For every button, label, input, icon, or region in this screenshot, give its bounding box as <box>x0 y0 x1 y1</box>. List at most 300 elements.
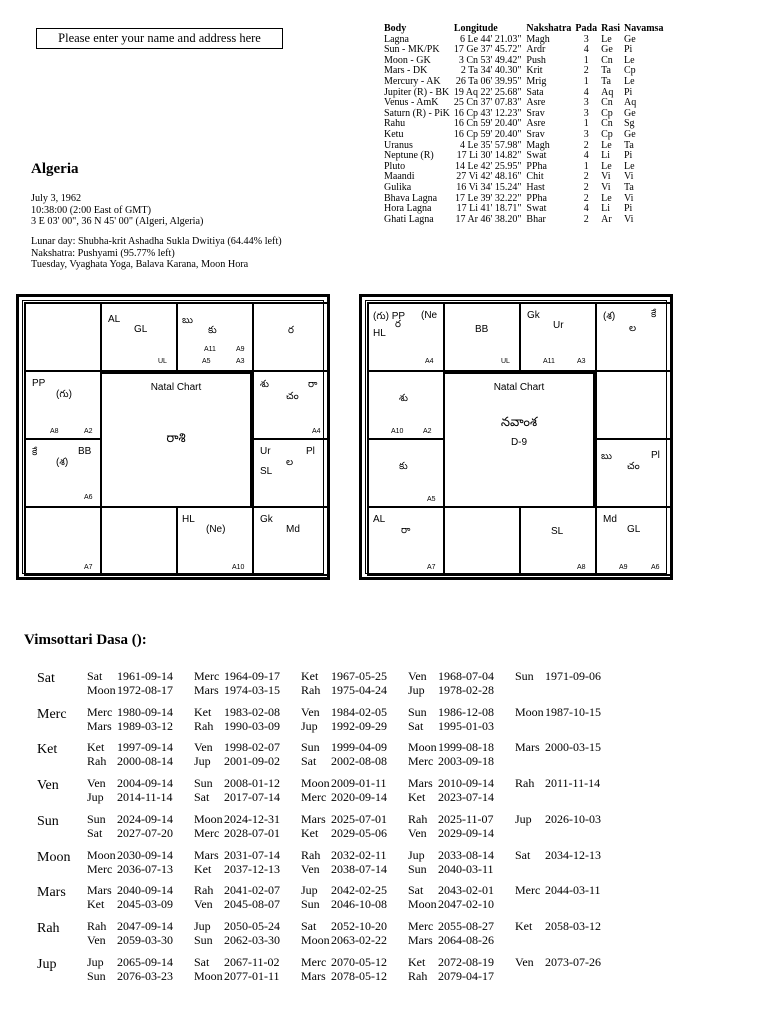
navamsa-house-item: A4 <box>425 358 434 365</box>
planet-cell: Le <box>624 54 635 66</box>
antar-dasa-entry <box>408 669 494 684</box>
planet-cell: Swat <box>526 150 547 162</box>
navamsa-chart-center <box>443 372 595 508</box>
planet-cell: Ta <box>601 65 611 77</box>
antar-dasa-date: 2000-08-14 <box>117 754 173 769</box>
planet-cell: 3 <box>583 33 589 45</box>
antar-dasa-planet: Sun <box>87 811 106 826</box>
antar-dasa-entry <box>87 790 173 805</box>
rasi-house-cell <box>252 438 330 508</box>
antar-dasa-entry <box>408 862 494 877</box>
rasi-house-item: A10 <box>232 564 245 571</box>
planet-cell: Pi <box>624 44 633 56</box>
antar-dasa-planet: Merc <box>301 954 327 969</box>
rasi-house-item: A3 <box>236 358 245 365</box>
planet-table <box>382 24 665 225</box>
planet-cell: 2 <box>583 65 589 77</box>
planet-row <box>382 130 665 141</box>
antar-dasa-planet: Sat <box>301 918 317 933</box>
navamsa-house-cell <box>519 506 597 576</box>
antar-dasa-date: 2079-04-17 <box>438 968 494 983</box>
antar-dasa-entry <box>408 754 494 769</box>
planet-cell: Swat <box>526 203 547 215</box>
antar-dasa-planet: Ket <box>194 704 212 719</box>
rasi-house-item: HL <box>182 514 195 525</box>
maha-dasa-label: Mars <box>37 885 66 901</box>
antar-dasa-date: 2067-11-02 <box>224 954 280 969</box>
planet-cell: Pi <box>624 150 633 162</box>
rasi-house-item: PP <box>32 378 46 389</box>
planet-cell: Ghati Lagna <box>384 213 434 225</box>
antar-dasa-entry <box>301 812 387 827</box>
planet-table-header-cell: Body <box>384 23 407 34</box>
planet-cell: Gulika <box>384 181 412 193</box>
planet-cell: Vi <box>624 213 634 225</box>
rasi-house-item: A11 <box>204 346 216 353</box>
antar-dasa-entry <box>515 883 601 898</box>
rasi-house-item: A4 <box>312 428 321 435</box>
navamsa-house-item: A8 <box>577 564 586 571</box>
planet-table-header-cell: Nakshatra <box>526 23 572 34</box>
antar-dasa-planet: Moon <box>515 704 544 719</box>
antar-dasa-planet: Sat <box>194 954 210 969</box>
planet-cell: 2 <box>583 192 589 204</box>
antar-dasa-date: 2025-11-07 <box>438 811 494 826</box>
planet-cell: Le <box>601 139 612 151</box>
antar-dasa-planet: Merc <box>515 883 541 898</box>
maha-dasa-label: Sat <box>37 671 55 686</box>
rasi-house-item: A5 <box>202 358 211 365</box>
antar-dasa-date: 2044-03-11 <box>545 883 601 898</box>
antar-dasa-date: 2065-09-14 <box>117 954 173 969</box>
antar-dasa-planet: Rah <box>87 754 107 769</box>
antar-dasa-entry <box>515 669 601 684</box>
planet-cell: Cp <box>601 128 613 140</box>
antar-dasa-date: 2055-08-27 <box>438 918 494 933</box>
rasi-house-item: రా <box>308 379 318 390</box>
planet-cell: Le <box>601 33 612 45</box>
rasi-chart-center <box>100 372 252 508</box>
antar-dasa-planet: Jup <box>408 683 425 697</box>
antar-dasa-entry <box>87 812 173 827</box>
planet-row <box>382 77 665 88</box>
antar-dasa-planet: Rah <box>515 776 535 791</box>
antar-dasa-date: 2014-11-14 <box>117 790 173 805</box>
planet-cell: PPha <box>526 160 547 172</box>
planet-cell: 3 Cn 53' 49.42" <box>458 54 522 66</box>
planet-cell: 2 <box>583 171 589 183</box>
antar-dasa-planet: Mars <box>194 683 219 697</box>
planet-cell: 17 Li 41' 18.71" <box>456 203 522 215</box>
antar-dasa-planet: Merc <box>87 704 113 719</box>
antar-dasa-date: 2025-07-01 <box>331 811 387 826</box>
antar-dasa-date: 1986-12-08 <box>438 704 494 719</box>
planet-cell: Cp <box>624 65 636 77</box>
navamsa-house-item: GL <box>627 524 641 535</box>
rasi-house-item: (గు) <box>56 389 72 400</box>
antar-dasa-planet: Moon <box>87 847 116 862</box>
antar-dasa-entry <box>194 862 280 877</box>
planet-cell: Push <box>526 54 546 66</box>
antar-dasa-entry <box>408 826 494 841</box>
antar-dasa-entry <box>408 812 494 827</box>
antar-dasa-entry <box>194 754 280 769</box>
planet-cell: 26 Ta 06' 39.95" <box>455 75 522 87</box>
planet-cell: Krit <box>526 65 543 77</box>
antar-dasa-planet: Sun <box>408 704 427 719</box>
antar-dasa-planet: Rah <box>301 847 321 862</box>
planet-cell: PPha <box>526 192 547 204</box>
rasi-house-cell <box>24 370 102 440</box>
antar-dasa-date: 2020-09-14 <box>331 790 387 805</box>
navamsa-house-cell <box>443 506 521 576</box>
antar-dasa-entry <box>301 848 387 863</box>
planet-cell: Aq <box>601 86 614 98</box>
navamsa-house-item: Pl <box>651 450 660 461</box>
lunar-day: Lunar day: Shubha-krit Ashadha Sukla Dwitiya (64.44% left) <box>31 236 282 247</box>
maha-dasa-label: Rah <box>37 920 60 936</box>
navamsa-house-item: A6 <box>651 564 660 571</box>
antar-dasa-date: 1964-09-17 <box>224 669 280 683</box>
antar-dasa-planet: Sun <box>301 740 320 755</box>
antar-dasa-planet: Merc <box>408 754 434 769</box>
planet-row <box>382 172 665 183</box>
antar-dasa-planet: Rah <box>301 683 321 697</box>
planet-table-header-cell: Navamsa <box>624 23 664 34</box>
planet-table-header <box>382 24 665 35</box>
planet-cell: Saturn (R) - PiK <box>384 107 450 119</box>
planet-cell: Sun - MK/PK <box>384 44 440 56</box>
antar-dasa-planet: Ven <box>408 825 427 840</box>
antar-dasa-entry <box>408 683 494 698</box>
antar-dasa-entry <box>194 683 280 698</box>
antar-dasa-date: 2034-12-13 <box>545 847 601 862</box>
antar-dasa-planet: Ket <box>87 897 105 912</box>
antar-dasa-planet: Moon <box>408 740 437 755</box>
antar-dasa-date: 2045-03-09 <box>117 897 173 912</box>
rasi-house-cell <box>24 302 102 372</box>
antar-dasa-planet: Ven <box>194 897 213 912</box>
place-title: Algeria <box>31 161 79 177</box>
antar-dasa-date: 2076-03-23 <box>117 968 173 983</box>
antar-dasa-planet: Moon <box>194 968 223 983</box>
planet-cell: 4 Le 35' 57.98" <box>459 139 522 151</box>
antar-dasa-planet: Jup <box>194 754 211 769</box>
antar-dasa-entry <box>194 919 280 934</box>
planet-cell: Asre <box>526 118 546 130</box>
antar-dasa-date: 1975-04-24 <box>331 683 387 697</box>
planet-cell: Mercury - AK <box>384 75 441 87</box>
planet-cell: Vi <box>601 181 611 193</box>
planet-cell: Le <box>601 160 612 172</box>
antar-dasa-date: 1995-01-03 <box>438 718 494 733</box>
antar-dasa-date: 1983-02-08 <box>224 704 280 719</box>
antar-dasa-date: 2027-07-20 <box>117 825 173 840</box>
planet-cell: 17 Li 30' 14.82" <box>456 150 522 162</box>
antar-dasa-entry <box>87 683 173 698</box>
antar-dasa-date: 2008-01-12 <box>224 776 280 791</box>
antar-dasa-entry <box>301 683 387 698</box>
antar-dasa-planet: Sat <box>87 669 103 683</box>
navamsa-house-item: A9 <box>619 564 628 571</box>
planet-cell: Rahu <box>384 118 406 130</box>
antar-dasa-date: 2011-11-14 <box>545 776 601 791</box>
antar-dasa-date: 2073-07-26 <box>545 954 601 969</box>
planet-cell: Ta <box>624 181 634 193</box>
antar-dasa-date: 2077-01-11 <box>224 968 280 983</box>
birth-time: 10:38:00 (2:00 East of GMT) <box>31 204 151 216</box>
antar-dasa-entry <box>87 754 173 769</box>
antar-dasa-entry <box>301 790 387 805</box>
rasi-house-item: (Ne) <box>206 524 226 535</box>
navamsa-house-item: A2 <box>423 428 432 435</box>
antar-dasa-entry <box>408 955 494 970</box>
planet-cell: Li <box>601 203 610 215</box>
planet-cell: Ardr <box>526 44 546 56</box>
antar-dasa-date: 2009-01-11 <box>331 776 387 791</box>
planet-cell: Vi <box>601 171 611 183</box>
planet-cell: Srav <box>526 107 545 119</box>
antar-dasa-planet: Sun <box>408 861 427 876</box>
planet-cell: Li <box>601 150 610 162</box>
planet-cell: 1 <box>583 54 589 66</box>
rasi-house-item: Gk <box>260 514 273 525</box>
rasi-house-cell <box>24 438 102 508</box>
antar-dasa-planet: Rah <box>87 918 107 933</box>
rasi-house-item: SL <box>260 466 273 477</box>
planet-cell: 6 Le 44' 21.03" <box>459 33 522 45</box>
antar-dasa-entry <box>408 790 494 805</box>
antar-dasa-entry <box>87 776 173 791</box>
navamsa-house-item: A5 <box>427 496 436 503</box>
navamsa-house-cell <box>595 506 673 576</box>
planet-cell: 4 <box>583 203 589 215</box>
antar-dasa-planet: Rah <box>408 811 428 826</box>
navamsa-house-cell <box>443 302 521 372</box>
maha-dasa-label: Sun <box>37 813 59 829</box>
antar-dasa-entry <box>194 790 280 805</box>
planet-cell: Cp <box>601 107 613 119</box>
planet-cell: Jupiter (R) - BK <box>384 86 450 98</box>
planet-cell: Vi <box>624 192 634 204</box>
planet-cell: 16 Vi 34' 15.24" <box>456 181 522 193</box>
antar-dasa-date: 2058-03-12 <box>545 918 601 933</box>
planet-cell: 17 Le 39' 32.22" <box>454 192 522 204</box>
antar-dasa-planet: Moon <box>194 811 223 826</box>
planet-cell: Bhar <box>526 213 546 225</box>
maha-dasa-label: Jup <box>37 956 57 972</box>
antar-dasa-planet: Mars <box>515 740 540 755</box>
planet-row <box>382 119 665 130</box>
antar-dasa-planet: Sun <box>194 932 213 947</box>
antar-dasa-entry <box>408 933 494 948</box>
antar-dasa-entry <box>194 933 280 948</box>
antar-dasa-planet: Mars <box>301 968 326 983</box>
planet-cell: 3 <box>583 128 589 140</box>
antar-dasa-entry <box>194 969 280 984</box>
antar-dasa-planet: Moon <box>408 897 437 912</box>
navamsa-house-cell <box>367 302 445 372</box>
antar-dasa-planet: Ket <box>87 740 105 755</box>
navamsa-house-item: (శ) <box>603 311 616 322</box>
antar-dasa-planet: Moon <box>87 683 116 697</box>
planet-cell: Ketu <box>384 128 404 140</box>
rasi-house-item: Pl <box>306 446 315 457</box>
navamsa-house-item: SL <box>551 526 564 537</box>
antar-dasa-planet: Ven <box>87 776 106 791</box>
planet-cell: Moon - GK <box>384 54 431 66</box>
antar-dasa-entry <box>87 883 173 898</box>
antar-dasa-entry <box>87 897 173 912</box>
navamsa-house-item: A10 <box>391 428 404 435</box>
antar-dasa-entry <box>301 754 387 769</box>
planet-row <box>382 151 665 162</box>
navamsa-house-cell <box>519 302 597 372</box>
antar-dasa-date: 1998-02-07 <box>224 740 280 755</box>
antar-dasa-planet: Ket <box>408 954 426 969</box>
rasi-house-item: ల <box>286 457 294 468</box>
antar-dasa-planet: Jup <box>301 718 318 733</box>
antar-dasa-planet: Moon <box>301 776 330 791</box>
rasi-house-item: GL <box>134 324 148 335</box>
planet-cell: 25 Cn 37' 07.83" <box>453 97 522 109</box>
planet-cell: Aq <box>624 97 637 109</box>
antar-dasa-date: 1999-04-09 <box>331 740 387 755</box>
antar-dasa-planet: Ket <box>301 825 319 840</box>
antar-dasa-entry <box>408 776 494 791</box>
antar-dasa-date: 2040-03-11 <box>438 861 494 876</box>
antar-dasa-entry <box>87 740 173 755</box>
planet-cell: Vi <box>624 171 634 183</box>
antar-dasa-date: 2072-08-19 <box>438 954 494 969</box>
maha-dasa-label: Merc <box>37 706 67 722</box>
rasi-house-cell <box>252 370 330 440</box>
navamsa-chart-subtitle: D-9 <box>510 437 528 448</box>
planet-cell: Magh <box>526 33 550 45</box>
antar-dasa-entry <box>87 933 173 948</box>
antar-dasa-entry <box>87 848 173 863</box>
rasi-house-cell <box>176 506 254 576</box>
antar-dasa-entry <box>301 897 387 912</box>
antar-dasa-date: 2036-07-13 <box>117 861 173 876</box>
antar-dasa-date: 2031-07-14 <box>224 847 280 862</box>
antar-dasa-entry <box>301 883 387 898</box>
antar-dasa-entry <box>301 933 387 948</box>
antar-dasa-date: 2046-10-08 <box>331 897 387 912</box>
antar-dasa-date: 1989-03-12 <box>117 718 173 733</box>
planet-cell: Maandi <box>384 171 415 183</box>
antar-dasa-date: 2029-09-14 <box>438 825 494 840</box>
planet-cell: 3 <box>583 107 589 119</box>
antar-dasa-date: 2063-02-22 <box>331 932 387 947</box>
planet-cell: 16 Cp 43' 12.23" <box>453 107 522 119</box>
antar-dasa-date: 2026-10-03 <box>545 811 601 826</box>
planet-cell: Ta <box>624 139 634 151</box>
navamsa-house-item: A3 <box>577 358 586 365</box>
antar-dasa-date: 2029-05-06 <box>331 825 387 840</box>
rasi-house-cell <box>252 302 330 372</box>
rasi-house-item: A6 <box>84 494 93 501</box>
navamsa-house-item: కు <box>399 461 408 472</box>
antar-dasa-entry <box>408 883 494 898</box>
planet-cell: Ta <box>601 75 611 87</box>
navamsa-house-item: UL <box>501 358 510 365</box>
antar-dasa-entry <box>87 969 173 984</box>
antar-dasa-entry <box>87 669 173 684</box>
antar-dasa-date: 2037-12-13 <box>224 861 280 876</box>
navamsa-house-cell <box>595 438 673 508</box>
antar-dasa-date: 1972-08-17 <box>117 683 173 697</box>
antar-dasa-date: 2042-02-25 <box>331 883 387 898</box>
planet-cell: 2 <box>583 213 589 225</box>
antar-dasa-date: 2040-09-14 <box>117 883 173 898</box>
planet-table-header-cell: Longitude <box>453 23 498 34</box>
antar-dasa-date: 2038-07-14 <box>331 861 387 876</box>
navamsa-house-cell <box>367 506 445 576</box>
antar-dasa-entry <box>408 897 494 912</box>
antar-dasa-entry <box>408 705 494 720</box>
antar-dasa-date: 1968-07-04 <box>438 669 494 683</box>
antar-dasa-date: 2047-09-14 <box>117 918 173 933</box>
antar-dasa-planet: Jup <box>194 918 211 933</box>
navamsa-house-item: (గు) PP <box>373 311 406 322</box>
antar-dasa-entry <box>301 955 387 970</box>
navamsa-house-item: రా <box>401 525 411 536</box>
antar-dasa-entry <box>87 955 173 970</box>
planet-table-header-cell: Rasi <box>601 23 620 34</box>
antar-dasa-planet: Jup <box>515 811 532 826</box>
antar-dasa-entry <box>408 740 494 755</box>
antar-dasa-entry <box>87 705 173 720</box>
rasi-house-cell <box>176 302 254 372</box>
name-address-box[interactable]: Please enter your name and address here <box>36 28 283 49</box>
antar-dasa-date: 1990-03-09 <box>224 718 280 733</box>
antar-dasa-entry <box>194 812 280 827</box>
antar-dasa-date: 2028-07-01 <box>224 825 280 840</box>
rasi-house-item: A9 <box>236 346 245 353</box>
antar-dasa-date: 2062-03-30 <box>224 932 280 947</box>
antar-dasa-date: 2001-09-02 <box>224 754 280 769</box>
antar-dasa-planet: Ven <box>408 669 427 683</box>
antar-dasa-planet: Mars <box>408 932 433 947</box>
rasi-house-item: A8 <box>50 428 59 435</box>
planet-cell: Hast <box>526 181 545 193</box>
planet-row <box>382 183 665 194</box>
planet-cell: Le <box>601 192 612 204</box>
antar-dasa-planet: Merc <box>301 790 327 805</box>
planet-cell: 2 <box>583 139 589 151</box>
antar-dasa-planet: Rah <box>408 968 428 983</box>
nakshatra: Nakshatra: Pushyami (95.77% left) <box>31 247 175 259</box>
planet-cell: Asre <box>526 97 546 109</box>
navamsa-house-item: ర <box>395 319 401 330</box>
maha-dasa-label: Ven <box>37 778 59 794</box>
antar-dasa-entry <box>194 776 280 791</box>
planet-cell: Ge <box>624 33 636 45</box>
antar-dasa-planet: Ket <box>515 918 533 933</box>
antar-dasa-entry <box>301 826 387 841</box>
antar-dasa-date: 2024-12-31 <box>224 811 280 826</box>
antar-dasa-date: 1961-09-14 <box>117 669 173 683</box>
planet-cell: 27 Vi 42' 48.16" <box>456 171 522 183</box>
antar-dasa-planet: Ven <box>515 954 534 969</box>
navamsa-house-cell <box>595 370 673 440</box>
navamsa-house-item: BB <box>475 324 489 335</box>
planet-cell: 19 Aq 22' 25.68" <box>453 86 522 98</box>
navamsa-house-item: (Ne <box>421 310 438 321</box>
planet-cell: 14 Le 42' 25.95" <box>454 160 522 172</box>
antar-dasa-date: 2050-05-24 <box>224 918 280 933</box>
